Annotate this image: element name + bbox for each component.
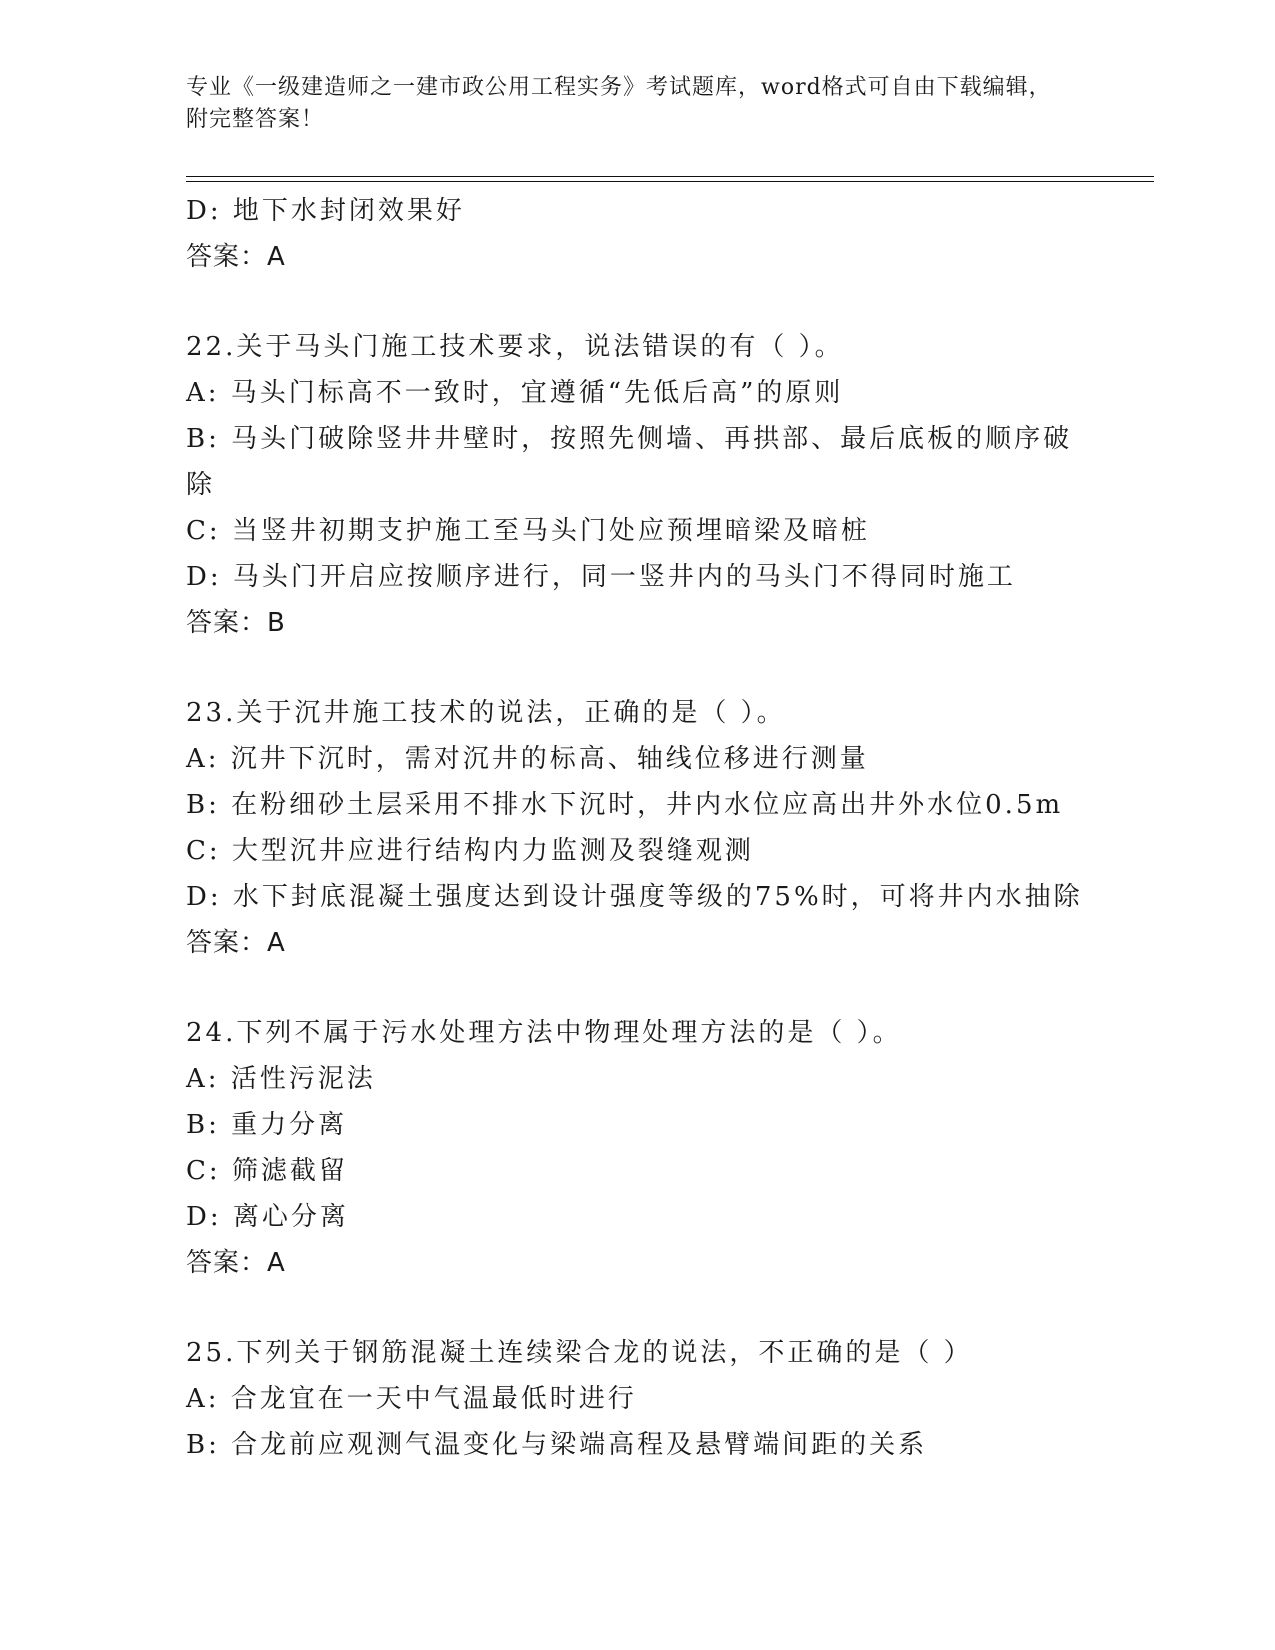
- option-b: B: 合龙前应观测气温变化与梁端高程及悬臂端间距的关系: [186, 1430, 928, 1460]
- answer-line: 答案：B: [186, 608, 286, 638]
- spacer: [186, 280, 1086, 324]
- option-d: D: 地下水封闭效果好: [186, 196, 465, 226]
- option-b: B: 在粉细砂土层采用不排水下沉时，井内水位应高出井外水位0.5m: [186, 790, 1064, 820]
- question-21-continued: [186, 188, 1086, 280]
- question-23: [186, 690, 1086, 966]
- question-text: 25.下列关于钢筋混凝土连续梁合龙的说法，不正确的是（ ）: [186, 1338, 973, 1368]
- option-a: A: 活性污泥法: [186, 1064, 376, 1094]
- option-a: A: 沉井下沉时，需对沉井的标高、轴线位移进行测量: [186, 744, 869, 774]
- answer-line: 答案：A: [186, 928, 286, 958]
- answer-line: 答案：A: [186, 242, 286, 272]
- question-list: [186, 188, 1086, 1468]
- question-25: [186, 1330, 1086, 1468]
- document-header: 专业《一级建造师之一建市政公用工程实务》考试题库，word格式可自由下载编辑，附完整答案！: [186, 75, 1052, 132]
- option-d: D: 离心分离: [186, 1202, 349, 1232]
- answer-line: 答案：A: [186, 1248, 286, 1278]
- option-c: C: 筛滤截留: [186, 1156, 348, 1186]
- header-divider-top: [186, 176, 1154, 177]
- question-22: [186, 324, 1086, 646]
- spacer: [186, 1286, 1086, 1330]
- question-text: 23.关于沉井施工技术的说法，正确的是（ ）。: [186, 698, 786, 728]
- option-d: D: 水下封底混凝土强度达到设计强度等级的75%时，可将井内水抽除: [186, 882, 1083, 912]
- spacer: [186, 646, 1086, 690]
- option-b: B: 重力分离: [186, 1110, 348, 1140]
- option-c: C: 当竖井初期支护施工至马头门处应预埋暗梁及暗桩: [186, 516, 870, 546]
- option-d: D: 马头门开启应按顺序进行，同一竖井内的马头门不得同时施工: [186, 562, 1016, 592]
- question-text: 24.下列不属于污水处理方法中物理处理方法的是（ ）。: [186, 1018, 902, 1048]
- option-a: A: 马头门标高不一致时，宜遵循“先低后高”的原则: [186, 378, 844, 408]
- option-c: C: 大型沉井应进行结构内力监测及裂缝观测: [186, 836, 754, 866]
- spacer: [186, 966, 1086, 1010]
- question-24: [186, 1010, 1086, 1286]
- question-text: 22.关于马头门施工技术要求，说法错误的有（ ）。: [186, 332, 844, 362]
- option-b: B: 马头门破除竖井井壁时，按照先侧墙、再拱部、最后底板的顺序破除: [186, 424, 1073, 500]
- option-a: A: 合龙宜在一天中气温最低时进行: [186, 1384, 637, 1414]
- header-divider-bottom: [186, 181, 1154, 182]
